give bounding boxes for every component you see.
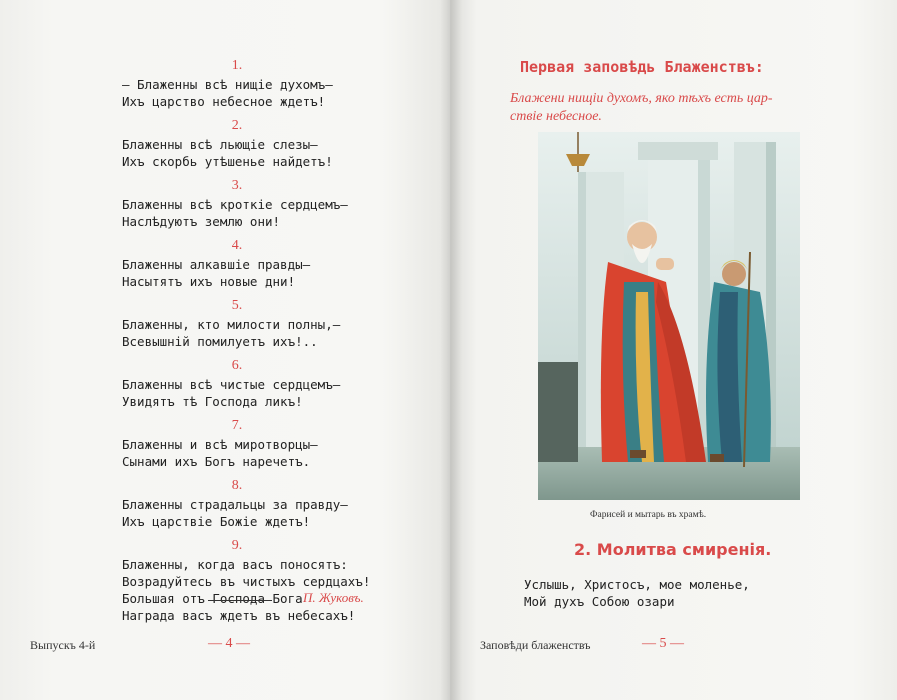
poem-line: Блаженны алкавшіе правды— [122,257,311,272]
stanza-number: 7. [231,418,243,433]
issue-footer: Выпускъ 4-й [30,638,96,652]
poem-line: Ихъ царство небесное ждетъ! [122,94,326,109]
stanza-number: 6. [231,358,243,373]
poem-line: Блаженны, кто милости полны,— [122,317,341,332]
stanza [122,176,392,230]
stanza-number: 1. [231,58,243,73]
section-title: Первая заповѣдь Блаженствъ: [520,58,764,76]
author-signature [208,588,398,612]
poem-line: Ихъ царствіе Божіе ждетъ! [122,514,311,529]
stanza [122,476,392,530]
right-page [450,0,897,700]
author-name: П. Жуковъ. [303,590,364,605]
prayer-title: 2. Молитва смиренія. [574,540,772,559]
poem-line: Большая отъ Господа Бога [122,591,303,606]
stanza [122,116,392,170]
poem-line: Блаженны страдальцы за правду— [122,497,348,512]
stanza [122,56,392,110]
poem-line: Блаженны и всѣ миротворцы— [122,437,318,452]
prayer-line: Услышь, Христосъ, мое моленье, [524,577,750,592]
poem-line: Блаженны, когда васъ поносятъ: [122,557,348,572]
poem-line: Увидятъ тѣ Господа ликъ! [122,394,303,409]
poem-line: Сынами ихъ Богъ наречетъ. [122,454,311,469]
poem-line: Насытятъ ихъ новые дни! [122,274,296,289]
stanza [122,296,392,350]
divider [208,600,272,601]
poem-line: Блаженны всѣ кроткіе сердцемъ— [122,197,348,212]
figure-caption: Фарисей и мытарь въ храмѣ. [590,510,707,520]
poem-line: Ихъ скорбь утѣшенье найдетъ! [122,154,333,169]
quote-line: ствіе небесное. [510,109,602,124]
chapter-footer: Заповѣди блаженствъ [480,638,591,652]
stanza [122,416,392,470]
page-number: — 4 — [208,636,250,651]
stanza-number: 8. [231,478,243,493]
stanza [122,356,392,410]
prayer-line: Мой духъ Собою озари [524,594,675,609]
stanza-number: 9. [231,538,243,553]
poem-line: Всевышній помилуетъ ихъ!.. [122,334,318,349]
poem-line: Блаженны всѣ чистые сердцемъ— [122,377,341,392]
stanza [122,236,392,290]
book-gutter [440,0,462,700]
scripture-quote [510,90,830,126]
poem-line: Наслѣдуютъ землю они! [122,214,281,229]
illustration-pharisee-publican [538,132,800,500]
stanza-number: 5. [231,298,243,313]
poem-line: Блаженны всѣ льющіе слезы— [122,137,318,152]
page-number: — 5 — [642,636,684,651]
stanza-number: 2. [231,118,243,133]
poem-line: Возрадуйтесь въ чистыхъ сердцахъ! [122,574,371,589]
stanza-number: 4. [231,238,243,253]
poem-line: — Блаженны всѣ нищіе духомъ— [122,77,333,92]
quote-line: Блажени нищіи духомъ, яко тѣхъ есть цар- [510,91,773,106]
beatitudes-poem [122,56,392,630]
poem-line: Награда васъ ждетъ въ небесахъ! [122,608,356,623]
illustration-svg [538,132,800,500]
stanza-number: 3. [231,178,243,193]
